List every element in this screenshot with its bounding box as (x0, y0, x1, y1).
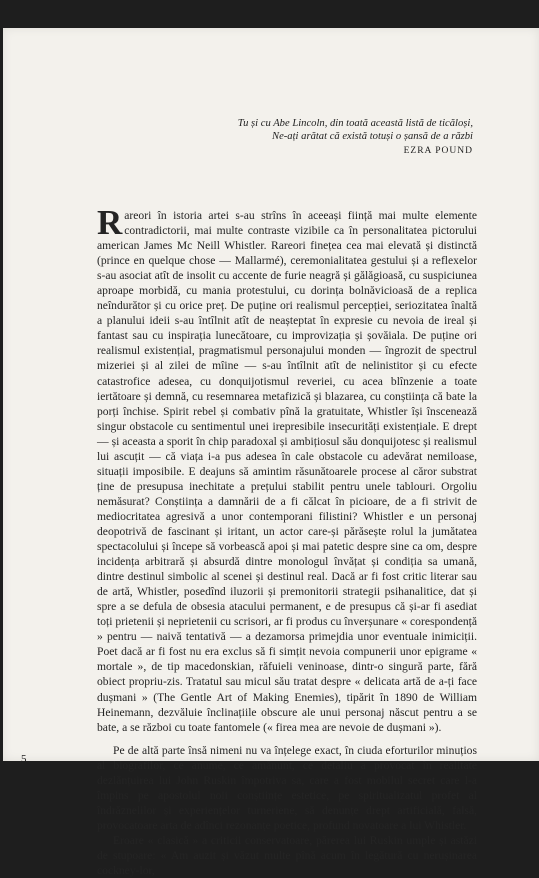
epigraph-author: EZRA POUND (403, 146, 473, 156)
body-text (97, 203, 477, 878)
paragraph-1 (97, 203, 477, 735)
epigraph (143, 118, 473, 158)
epigraph-line-2: Ne-ați arătat că există totuși o șansă de a răzbi (272, 130, 473, 142)
paragraph-1-text: areori în istoria artei s-au strîns în aceeași ființă mai multe elemente contradictorii, mai multe contraste vizibile ca în personalitatea pictorului american James Mc Neill Whistler. Rareori finețea cea mai elevată și distinctă (prince en quelque chose — Mallarmé), ceremonialitatea gestului și a reflexelor s-au asociat atît de insolit cu accente de furie neagră și gălăgioasă, cu suspiciunea aproape morbidă, cu mania protestului, cu dorința bolnăvicioasă de a replica neîndurător și cu orice preț. De puține ori realismul percepției, seriozitatea înaltă a planului ideii s-au întîlnit atît de neașteptat în expresie cu nevoia de ireal și fantast sau cu inspirația lunecătoare, cu improvizația și șovăiala. De puține ori realismul existențial, pragmatismul personajului monden — îngrozit de spectrul mizeriei și al zilei de mîine — s-au întîlnit atît de nelinistitor și cu efecte catastrofice adesea, cu donquijotismul reveriei, cu acea blînzenie a toate iertătoare și demnă, cu resemnarea metafizică și blazarea, cu conștiința că bate la porți închise. Spirit rebel și combativ pînă la gratuitate, Whistler își înscenează singur obstacole cu sentimentul unei irepresibile insecurități existențiale. E drept — și aceasta a sporit în chip paradoxal și ambițiosul său donquijotesc și realismul lui ascuțit — că viața i-a pus adesea în cale obstacole cu adevărat nemiloase, situații imposibile. E deajuns să amintim răsunătoarele procese al căror substrat ține de presupusa inechitate a prețului stabilit pentru unele tablouri. Orgoliu nemăsurat? Conștiința a damnării de a fi călcat în picioare, de a fi strivit de mediocritatea agresivă a unor contemporani filistini? Whistler e un personaj deopotrivă de fascinant și iritant, un actor care-și părăsește rolul la jumătatea spectacolului și începe să vorbească apoi și mai patetic despre sine ca om, despre incidența arbitrară și absurdă dintre monologul învățat și condiția sa umană, dintre destinul simbolic al scenei și destinul real. Dacă ar fi fost critic literar sau de artă, Whistler, posedînd iluzorii și premonitorii strategii psihanalitice, dat și spre a se defula de obsesia atacului permanent, e de presupus că și-ar fi asediat toți prietenii și neprietenii cu scrisori, ar fi produs cu înverșunare « corespondență » pentru — naivă tentativă — a dezamorsa primejdia unor eventuale inimiciții. Poet dacă ar fi fost nu era exclus să fi simțit nevoia compunerii unor epigrame « mortale », de tip macedonskian, răfuieli veninoase, dintr-o singură parte, fără obiect propriu-zis. Tratatul sau micul său tratat despre « delicata artă de a-ți face dușmani » (The Gentle Art of Making Enemies), tipărit în 1890 de William Heinemann, dezvăluie înclinațiile obscure ale unui personaj născut pentru a se bate, a se război cu toate fantomele (« firea mea are nevoie de dușmani »). (97, 209, 477, 734)
page-number: 5 (21, 753, 27, 765)
paragraph-2: Pe de altă parte însă nimeni nu va înțelege exact, în ciuda eforturilor minuțios al biografilor, ce anume, ce amănunt, ce detaliu a provocat în realitate dezlănțuirea lui John Ruskin împotriva sa, care a fost mobilul secret care l-a împins pe apostolul noii conștiințe estetice, pe spiritualizatul profet al îndrăznelilor și experiențelor turneriene, să denunțe drept artificială, falsă, provocatoare arta de adînci rezonanțe poetice, profund novatoare a lui Whistler. (97, 743, 477, 832)
paragraph-3: Eroare « clasică » a criticii conservatoare, părerea lui Ruskin umple și astăzi de stupoare: « Am auzit și văzut multe pînă acum în legătură cu nerușinarea cockney-lor, (97, 833, 477, 878)
drop-cap: R (97, 203, 123, 242)
epigraph-line-1: Tu și cu Abe Lincoln, din toată această listă de ticăloși, (237, 118, 473, 129)
book-page (3, 28, 539, 878)
